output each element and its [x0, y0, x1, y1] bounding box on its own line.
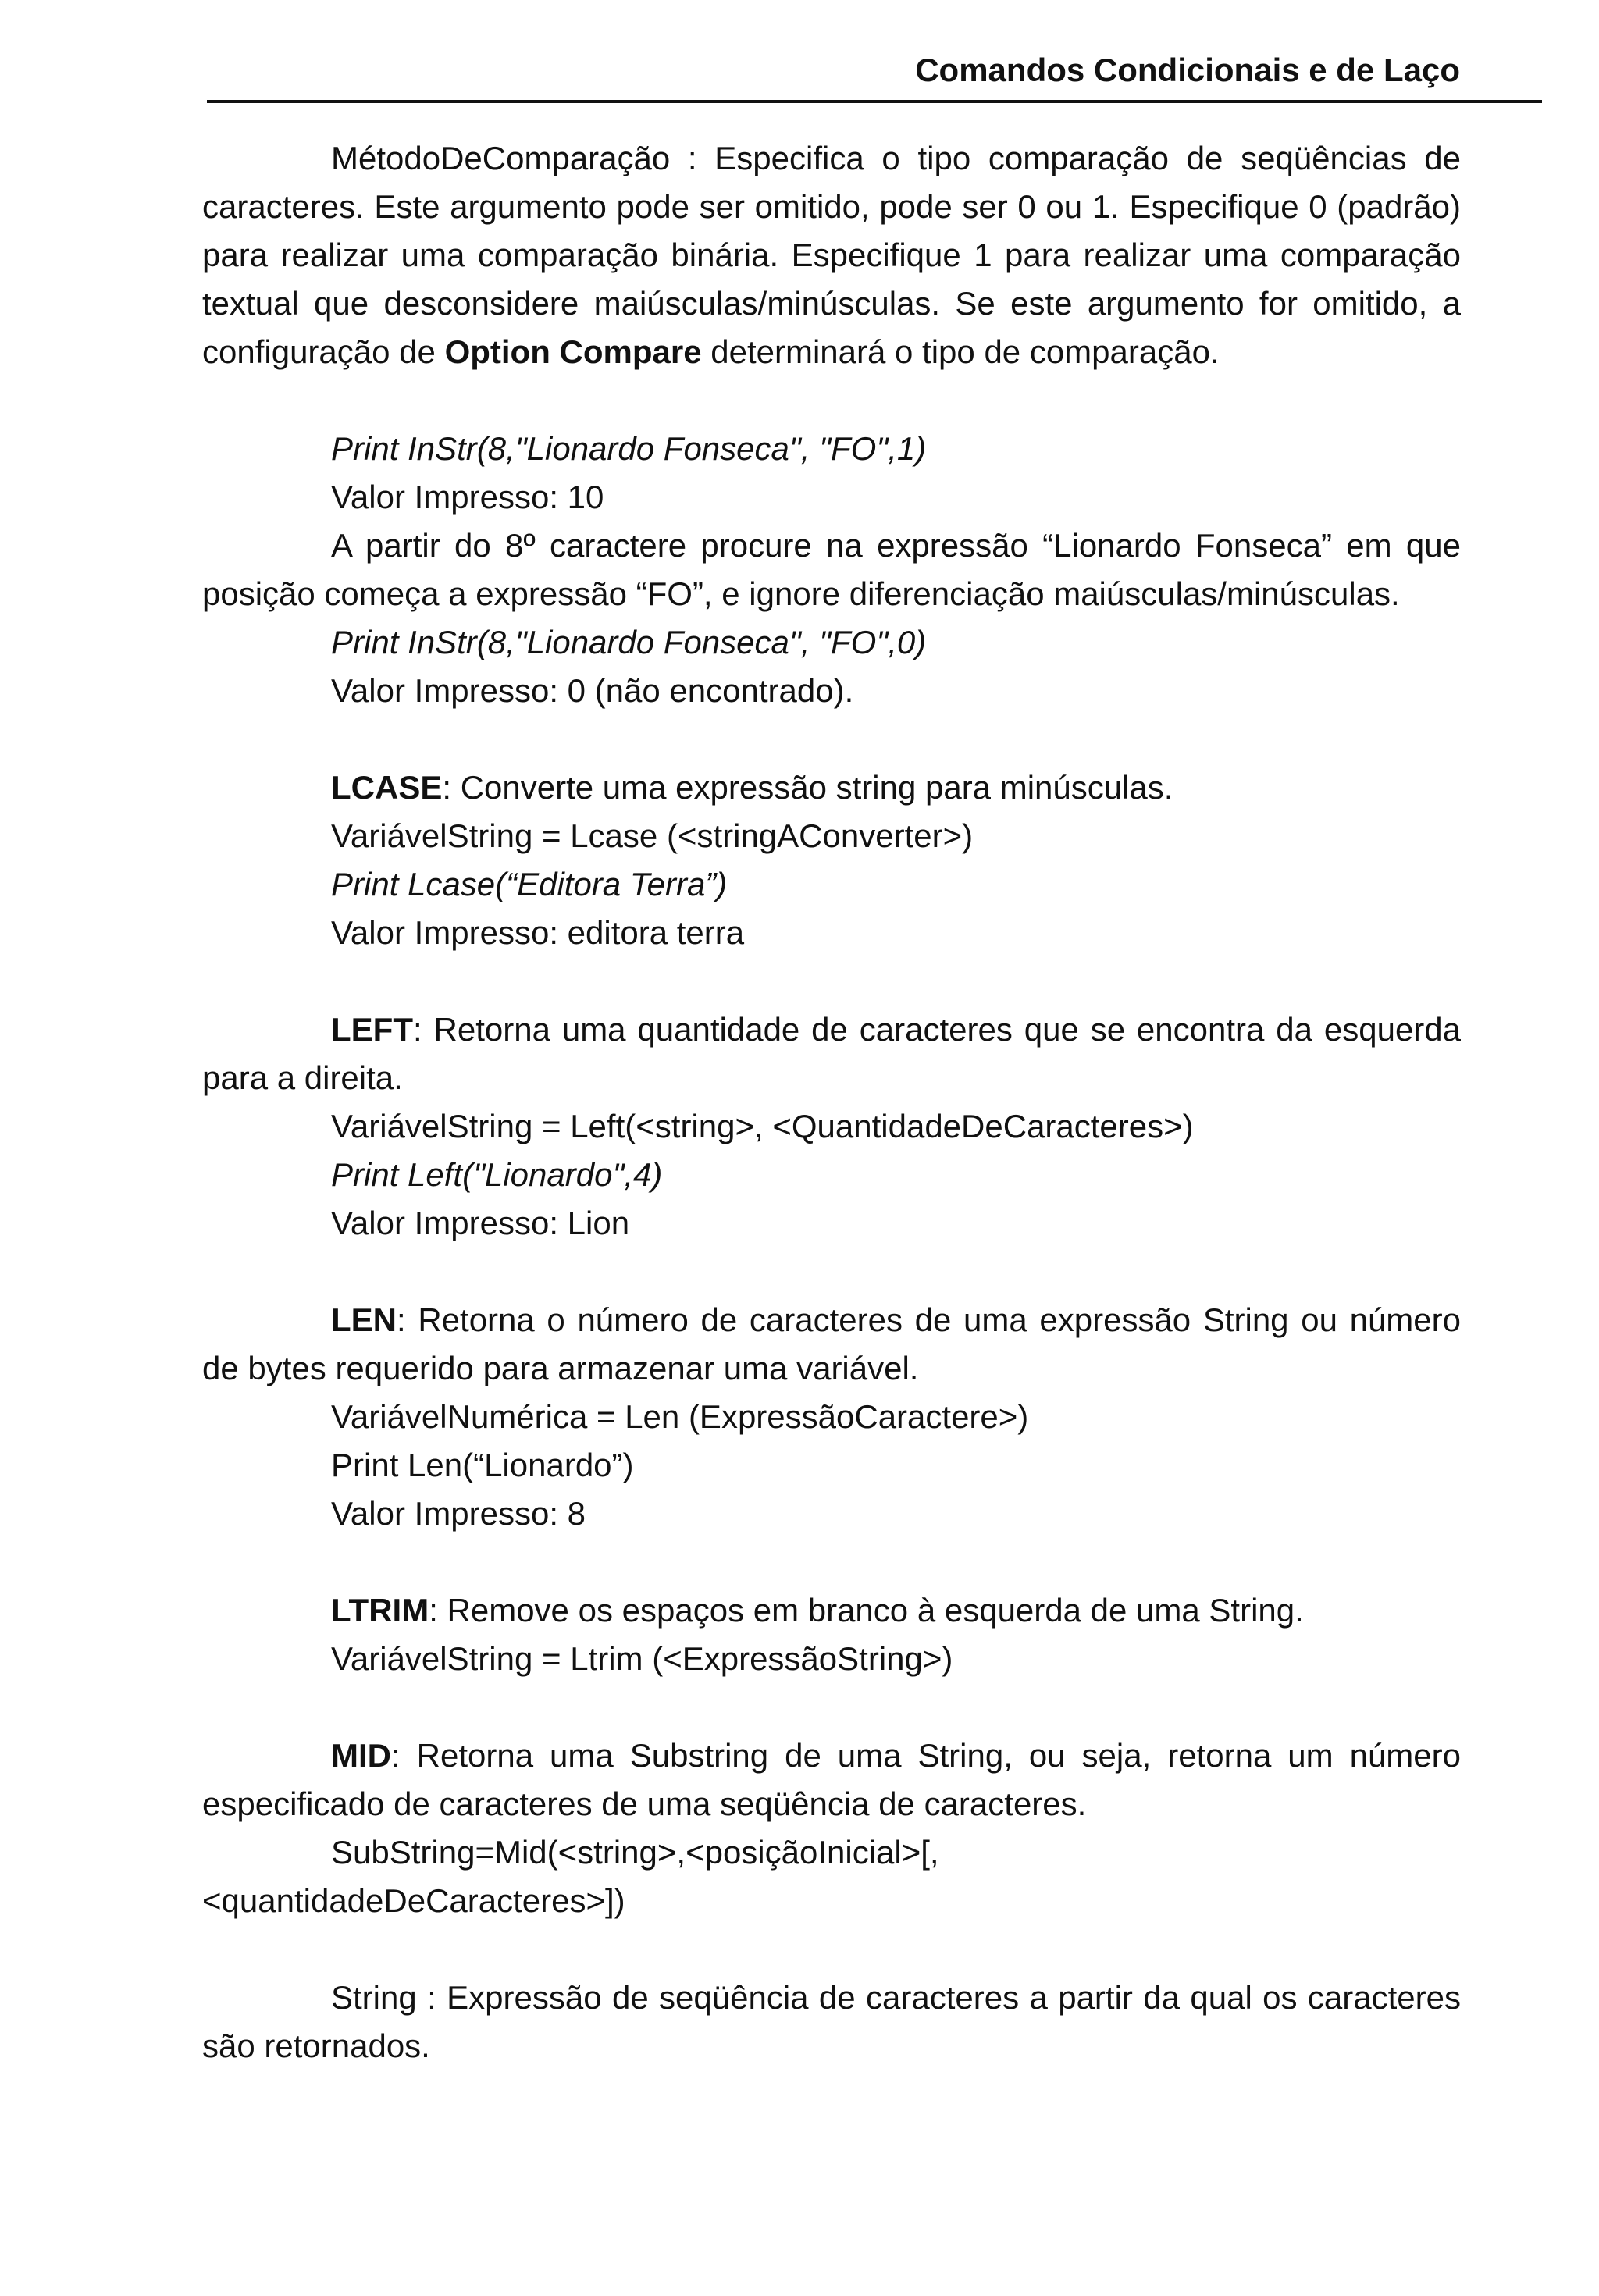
lcase-heading	[202, 764, 1461, 812]
lcase-desc: : Converte uma expressão string para minúsculas.	[442, 769, 1173, 806]
mid-desc: : Retorna uma Substring de uma String, ou seja, retorna um número especificado de caracteres de uma seqüência de caracteres.	[202, 1737, 1461, 1822]
len-result: Valor Impresso: 8	[331, 1495, 586, 1532]
len-example: Print Len(“Lionardo”)	[331, 1447, 634, 1483]
spacer	[202, 1925, 1461, 1974]
instr-result-1: Valor Impresso: 10	[331, 479, 604, 515]
len-syntax: VariávelNumérica = Len (ExpressãoCaractere>)	[331, 1398, 1029, 1435]
spacer	[202, 1248, 1461, 1296]
instr-example-2: Print InStr(8,"Lionardo Fonseca", "FO",0)	[331, 624, 927, 660]
spacer	[202, 376, 1461, 425]
running-header: Comandos Condicionais e de Laço	[915, 52, 1460, 88]
left-heading	[202, 1006, 1461, 1102]
mid-syntax-1: SubString=Mid(<string>,<posiçãoInicial>[,	[331, 1834, 939, 1871]
mid-term: MID	[331, 1737, 391, 1774]
metodo-text-a: : Especifica o tipo comparação de seqüências de caracteres. Este argumento pode ser omitido, pode ser 0 ou 1. Especifique 0 (padrão) para realizar uma comparação binária. Especifique 1 para realizar uma comparação textual que desconsidere maiúsculas/minúsculas. Se este argumento for omitido, a configuração de	[202, 140, 1461, 370]
instr-example-1: Print InStr(8,"Lionardo Fonseca", "FO",1)	[331, 430, 927, 467]
spacer	[202, 715, 1461, 764]
instr-explanation: A partir do 8º caractere procure na expressão “Lionardo Fonseca” em que posição começa a expressão “FO”, e ignore diferenciação maiúsculas/minúsculas.	[202, 527, 1461, 612]
left-example: Print Left("Lionardo",4)	[331, 1156, 663, 1193]
lcase-result: Valor Impresso: editora terra	[331, 914, 745, 951]
metodo-text-b: determinará o tipo de comparação.	[701, 333, 1220, 370]
spacer	[202, 1683, 1461, 1732]
len-heading	[202, 1296, 1461, 1393]
string-param-paragraph: String : Expressão de seqüência de caracteres a partir da qual os caracteres são retornados.	[202, 1979, 1461, 2064]
lcase-example: Print Lcase(“Editora Terra”)	[331, 866, 728, 902]
left-syntax: VariávelString = Left(<string>, <QuantidadeDeCaracteres>)	[331, 1108, 1194, 1144]
ltrim-term: LTRIM	[331, 1592, 429, 1629]
left-desc: : Retorna uma quantidade de caracteres que se encontra da esquerda para a direita.	[202, 1011, 1461, 1096]
header-rule	[207, 100, 1542, 103]
ltrim-heading	[202, 1586, 1461, 1635]
ltrim-syntax: VariávelString = Ltrim (<ExpressãoString>)	[331, 1640, 953, 1677]
len-term: LEN	[331, 1301, 397, 1338]
lcase-syntax: VariávelString = Lcase (<stringAConverter>)	[331, 817, 974, 854]
ltrim-desc: : Remove os espaços em branco à esquerda de uma String.	[429, 1592, 1304, 1629]
mid-syntax-2: <quantidadeDeCaracteres>])	[202, 1882, 625, 1919]
left-result: Valor Impresso: Lion	[331, 1205, 630, 1241]
option-compare-term: Option Compare	[444, 333, 702, 370]
spacer	[202, 957, 1461, 1006]
metodo-term: MétodoDeComparação	[331, 140, 671, 176]
instr-result-2: Valor Impresso: 0 (não encontrado).	[331, 672, 854, 709]
page-body	[202, 134, 1461, 2070]
metodo-paragraph	[202, 134, 1461, 376]
mid-heading	[202, 1732, 1461, 1828]
lcase-term: LCASE	[331, 769, 443, 806]
left-term: LEFT	[331, 1011, 413, 1048]
len-desc: : Retorna o número de caracteres de uma expressão String ou número de bytes requerido para armazenar uma variável.	[202, 1301, 1461, 1386]
spacer	[202, 1538, 1461, 1586]
